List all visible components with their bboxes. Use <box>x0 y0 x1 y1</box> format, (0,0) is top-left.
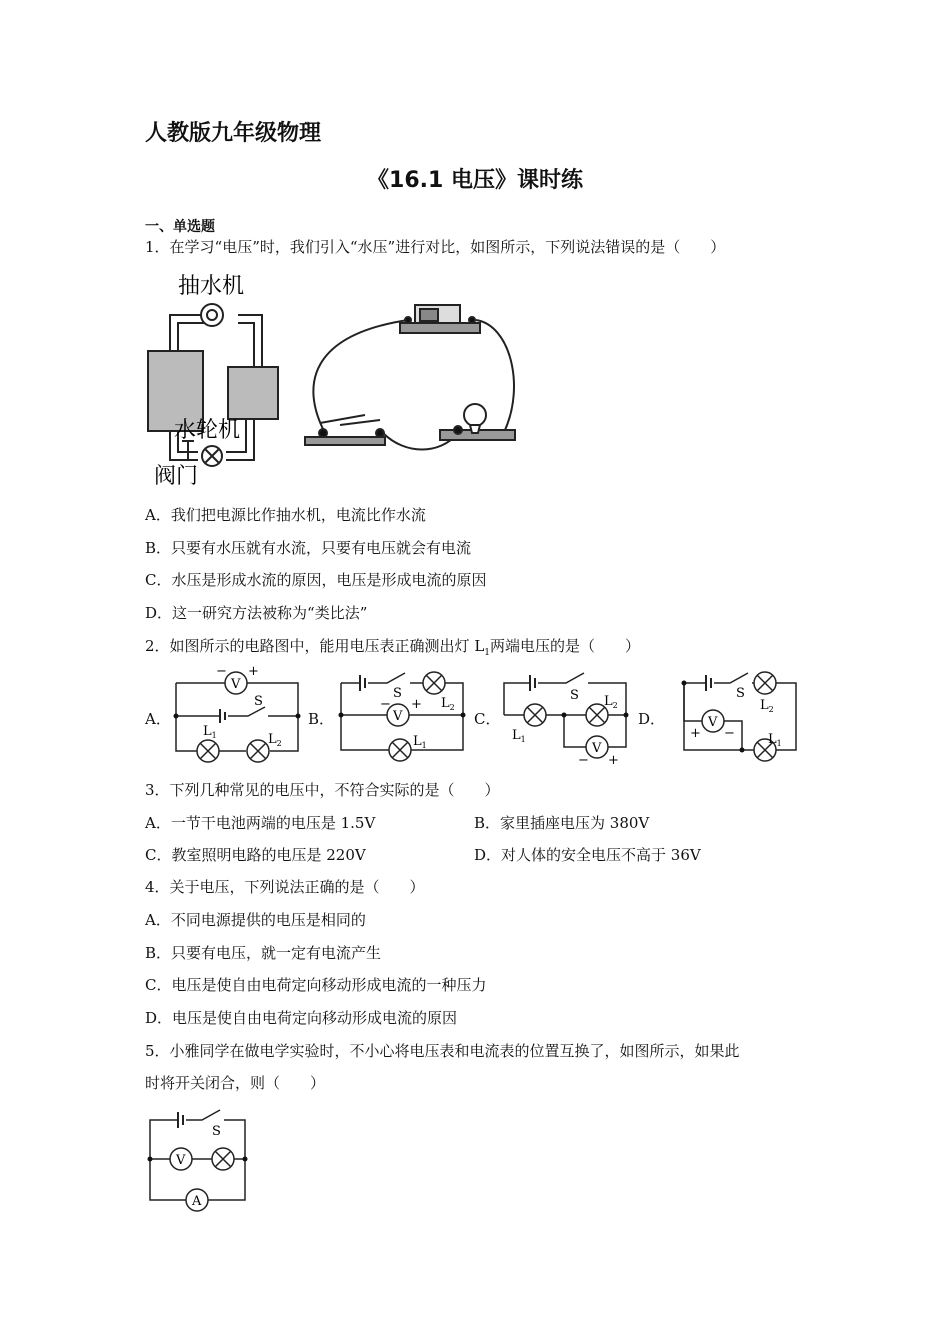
voltmeter-symbol: V <box>176 1153 186 1168</box>
q4-option-c: C．电压是使自由电荷定向移动形成电流的一种压力 <box>145 976 487 994</box>
plus-sign: + <box>690 726 701 741</box>
q2-stem-suffix: 两端电压的是（ ） <box>490 637 641 655</box>
q4-option-d: D．电压是使自由电荷定向移动形成电流的原因 <box>145 1009 458 1027</box>
publisher-title: 人教版九年级物理 <box>145 121 322 146</box>
q2-circuit-b <box>335 665 470 765</box>
pump-label: 抽水机 <box>178 274 245 299</box>
switch-label: S <box>212 1124 221 1139</box>
switch-label: S <box>736 686 745 701</box>
q1-figure <box>140 265 540 495</box>
physical-circuit-diagram <box>305 305 515 450</box>
minus-sign: − <box>216 664 227 679</box>
plus-sign: + <box>608 753 619 765</box>
q2-stem-sub: 1 <box>484 648 491 658</box>
turbine-label: 水轮机 <box>174 418 241 443</box>
q2-circuit-d <box>662 665 802 765</box>
section-heading: 一、单选题 <box>145 219 215 235</box>
voltmeter-symbol: V <box>592 741 602 756</box>
q3-option-c: C．教室照明电路的电压是 220V <box>145 846 366 864</box>
valve-label: 阀门 <box>154 464 199 489</box>
voltmeter-symbol: V <box>708 715 718 730</box>
q1-option-d: D．这一研究方法被称为“类比法” <box>145 604 368 622</box>
q1-option-b: B．只要有水压就有水流，只要有电压就会有电流 <box>145 539 472 557</box>
lamp1-label: $L_1$ <box>413 734 427 750</box>
q1-option-c: C．水压是形成水流的原因，电压是形成电流的原因 <box>145 571 487 589</box>
lamp1-label: $L_1$ <box>768 732 782 748</box>
q2-circuit-a <box>170 663 305 768</box>
lamp2-label: $L_2$ <box>604 694 618 710</box>
ammeter-symbol: A <box>192 1194 202 1209</box>
lamp2-label: $L_2$ <box>760 698 774 714</box>
voltmeter-symbol: V <box>393 709 403 724</box>
q4-option-b: B．只要有电压，就一定有电流产生 <box>145 944 382 962</box>
lamp2-label: $L_2$ <box>441 696 455 712</box>
minus-sign: − <box>380 697 391 712</box>
q4-stem: 4．关于电压，下列说法正确的是（ ） <box>145 878 425 896</box>
minus-sign: − <box>578 753 589 765</box>
q1-option-a: A．我们把电源比作抽水机，电流比作水流 <box>145 506 426 524</box>
q2-option-c-letter: C． <box>474 710 501 728</box>
switch-label: S <box>570 688 579 703</box>
q3-option-a: A．一节干电池两端的电压是 1.5V <box>145 814 376 832</box>
lesson-title: 《16.1 电压》课时练 <box>367 168 583 193</box>
q5-stem-line1: 5．小雅同学在做电学实验时，不小心将电压表和电流表的位置互换了，如图所示，如果此 <box>145 1042 740 1060</box>
lamp2-label: $L_2$ <box>268 732 282 748</box>
q2-option-d-letter: D． <box>638 710 666 728</box>
voltmeter-symbol: V <box>231 677 241 692</box>
q3-stem: 3．下列几种常见的电压中，不符合实际的是（ ） <box>145 781 500 799</box>
q2-option-a-letter: A． <box>145 710 171 728</box>
switch-label: S <box>393 686 402 701</box>
lamp1-label: $L_1$ <box>512 728 526 744</box>
q2-stem <box>145 636 640 663</box>
q1-stem: 1．在学习“电压”时，我们引入“水压”进行对比，如图所示，下列说法错误的是（ ） <box>145 238 726 256</box>
plus-sign: + <box>411 697 422 712</box>
q5-circuit <box>142 1102 252 1214</box>
q2-circuit-c <box>498 665 633 765</box>
plus-sign: + <box>248 664 259 679</box>
q5-stem-line2: 时将开关闭合，则（ ） <box>145 1074 326 1092</box>
q3-option-b: B．家里插座电压为 380V <box>474 814 650 832</box>
q2-option-b-letter: B． <box>308 710 335 728</box>
lamp1-label: $L_1$ <box>203 724 217 740</box>
q4-option-a: A．不同电源提供的电压是相同的 <box>145 911 366 929</box>
q2-stem-prefix: 2．如图所示的电路图中，能用电压表正确测出灯 L <box>145 637 485 655</box>
minus-sign: − <box>724 726 735 741</box>
q3-option-d: D．对人体的安全电压不高于 36V <box>474 846 701 864</box>
switch-label: S <box>254 694 263 709</box>
